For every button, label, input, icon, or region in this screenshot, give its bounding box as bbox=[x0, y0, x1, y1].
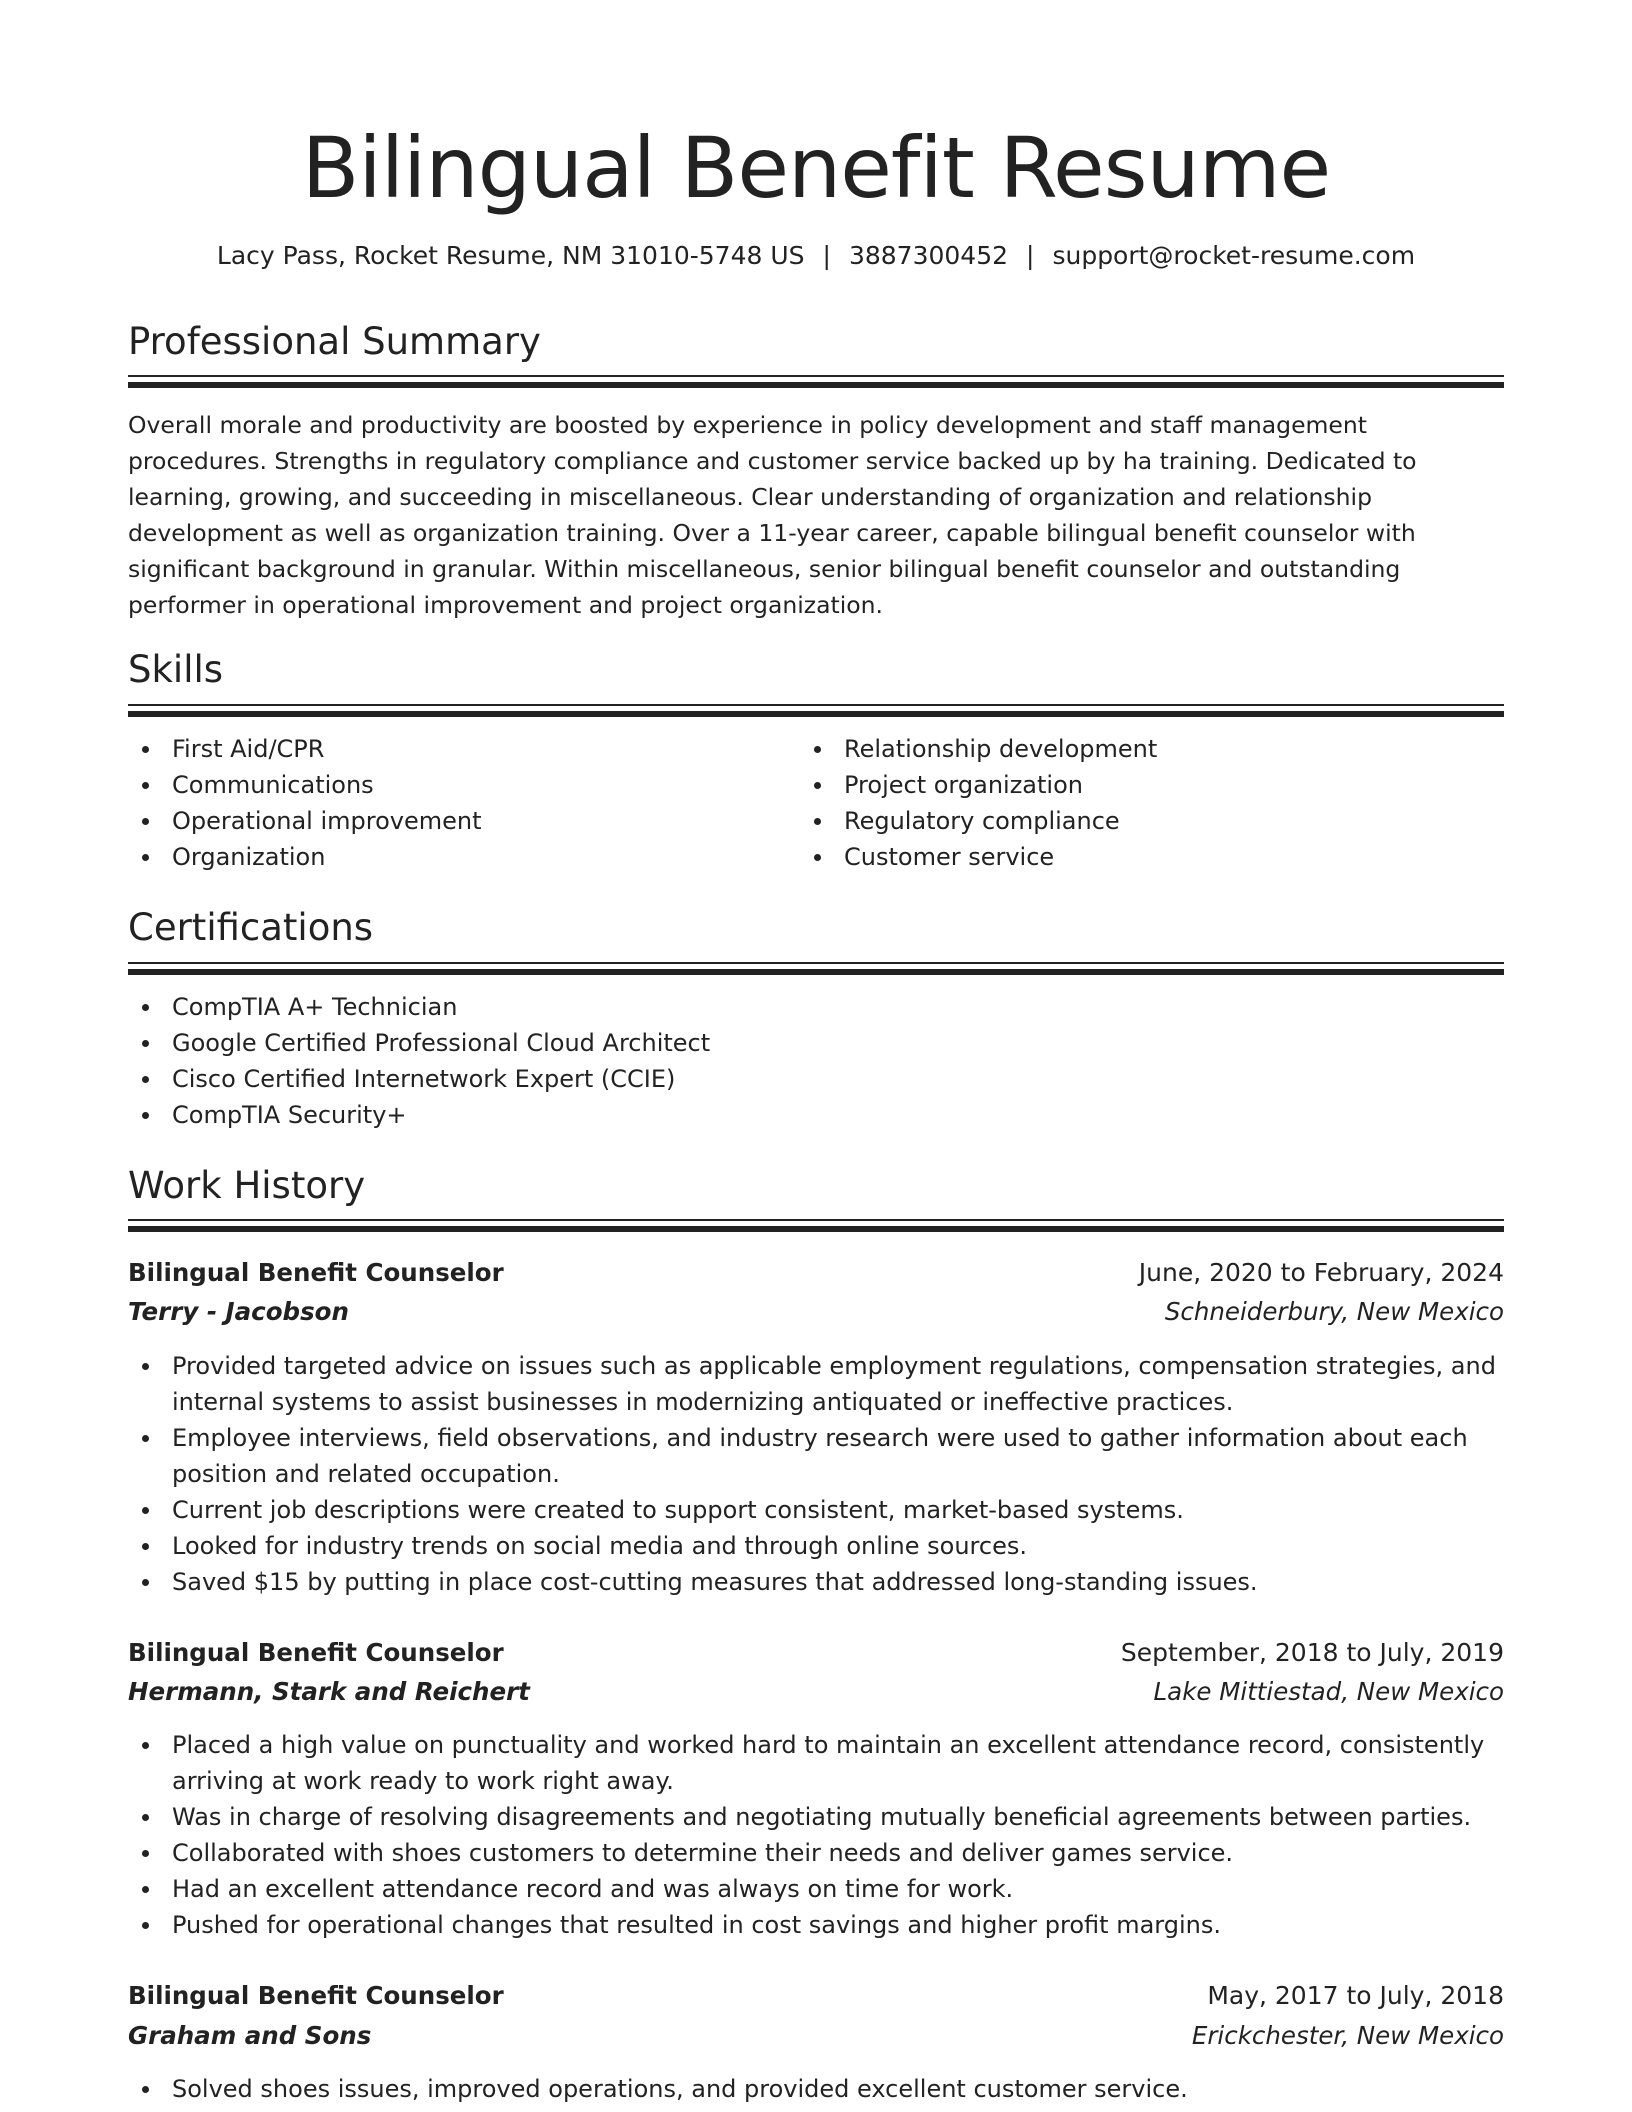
certification-item: CompTIA A+ Technician bbox=[128, 989, 1504, 1025]
job-bullets bbox=[128, 1727, 1504, 1943]
job-company: Hermann, Stark and Reichert bbox=[128, 1677, 530, 1706]
certification-item: Google Certified Professional Cloud Architect bbox=[128, 1025, 1504, 1061]
job-title: Bilingual Benefit Counselor bbox=[128, 1258, 504, 1287]
skill-item: Organization bbox=[128, 839, 788, 875]
work-history-heading: Work History bbox=[128, 1164, 366, 1207]
skill-item: Operational improvement bbox=[128, 803, 788, 839]
job-location: Erickchester, New Mexico bbox=[1191, 2021, 1504, 2050]
skill-item: Communications bbox=[128, 767, 788, 803]
job-bullet: Placed a high value on punctuality and worked hard to maintain an excellent attendance record, consistently arriving at work ready to work right away. bbox=[128, 1727, 1504, 1799]
section-divider bbox=[128, 1226, 1504, 1232]
contact-separator: | bbox=[822, 241, 831, 270]
skills-list-right bbox=[800, 731, 1500, 875]
resume-title: Bilingual Benefit Resume bbox=[301, 119, 1331, 217]
job-company: Graham and Sons bbox=[128, 2021, 372, 2050]
skill-item: Customer service bbox=[800, 839, 1500, 875]
section-divider bbox=[128, 704, 1504, 706]
contact-phone[interactable]: 3887300452 bbox=[848, 241, 1009, 270]
certifications-heading: Certifications bbox=[128, 906, 374, 949]
job-bullet: Solved shoes issues, improved operations, and provided excellent customer service. bbox=[128, 2071, 1504, 2107]
section-divider bbox=[128, 969, 1504, 975]
job-dates: September, 2018 to July, 2019 bbox=[1120, 1638, 1504, 1667]
job-bullet: Looked for industry trends on social media and through online sources. bbox=[128, 1528, 1504, 1564]
skills-heading: Skills bbox=[128, 648, 224, 691]
job-location: Lake Mittiestad, New Mexico bbox=[1153, 1677, 1504, 1706]
skill-item: Project organization bbox=[800, 767, 1500, 803]
job-bullet: Collaborated with shoes customers to determine their needs and deliver games service. bbox=[128, 1835, 1504, 1871]
skill-item: First Aid/CPR bbox=[128, 731, 788, 767]
job-title: Bilingual Benefit Counselor bbox=[128, 1638, 504, 1667]
contact-separator: | bbox=[1026, 241, 1035, 270]
job-bullet: Was in charge of resolving disagreements and negotiating mutually beneficial agreements between parties. bbox=[128, 1799, 1504, 1835]
summary-text: Overall morale and productivity are boosted by experience in policy development and staff management procedures. Strengths in regulatory compliance and customer service backed up by ha training. Dedicated to learning, growing, and succeeding in miscellaneous. Clear understanding of organization and relationship development as well as organization training. Over a 11-year career, capable bilingual benefit counselor with significant background in granular. Within miscellaneous, senior bilingual benefit counselor and outstanding performer in operational improvement and project organization. bbox=[128, 411, 1417, 619]
job-bullet: Current job descriptions were created to support consistent, market-based systems. bbox=[128, 1492, 1504, 1528]
job-bullet: Pushed for operational changes that resulted in cost savings and higher profit margins. bbox=[128, 1907, 1504, 1943]
section-divider bbox=[128, 1219, 1504, 1221]
job-bullet: Employee interviews, field observations, and industry research were used to gather information about each position and related occupation. bbox=[128, 1420, 1504, 1492]
contact-address: Lacy Pass, Rocket Resume, NM 31010-5748 US bbox=[216, 241, 805, 270]
job-title: Bilingual Benefit Counselor bbox=[128, 1981, 504, 2010]
job-company: Terry - Jacobson bbox=[128, 1297, 349, 1326]
skill-item: Relationship development bbox=[800, 731, 1500, 767]
skills-list-left bbox=[128, 731, 788, 875]
section-divider bbox=[128, 382, 1504, 388]
skill-item: Regulatory compliance bbox=[800, 803, 1500, 839]
certification-item: Cisco Certified Internetwork Expert (CCIE) bbox=[128, 1061, 1504, 1097]
job-bullet: Had an excellent attendance record and was always on time for work. bbox=[128, 1871, 1504, 1907]
section-divider bbox=[128, 711, 1504, 717]
section-divider bbox=[128, 962, 1504, 964]
job-bullet: Saved $15 by putting in place cost-cutting measures that addressed long-standing issues. bbox=[128, 1564, 1504, 1600]
job-location: Schneiderbury, New Mexico bbox=[1164, 1297, 1504, 1326]
section-divider bbox=[128, 375, 1504, 377]
certifications-list bbox=[128, 989, 1504, 1133]
job-bullet: Provided targeted advice on issues such as applicable employment regulations, compensation strategies, and internal systems to assist businesses in modernizing antiquated or ineffective practices. bbox=[128, 1348, 1504, 1420]
job-bullets bbox=[128, 1348, 1504, 1600]
contact-email[interactable]: support@rocket-resume.com bbox=[1052, 241, 1416, 270]
certification-item: CompTIA Security+ bbox=[128, 1097, 1504, 1133]
contact-line bbox=[0, 238, 1632, 274]
job-dates: May, 2017 to July, 2018 bbox=[1207, 1981, 1504, 2010]
summary-heading: Professional Summary bbox=[128, 320, 541, 363]
job-bullets bbox=[128, 2071, 1504, 2107]
job-dates: June, 2020 to February, 2024 bbox=[1138, 1258, 1504, 1287]
